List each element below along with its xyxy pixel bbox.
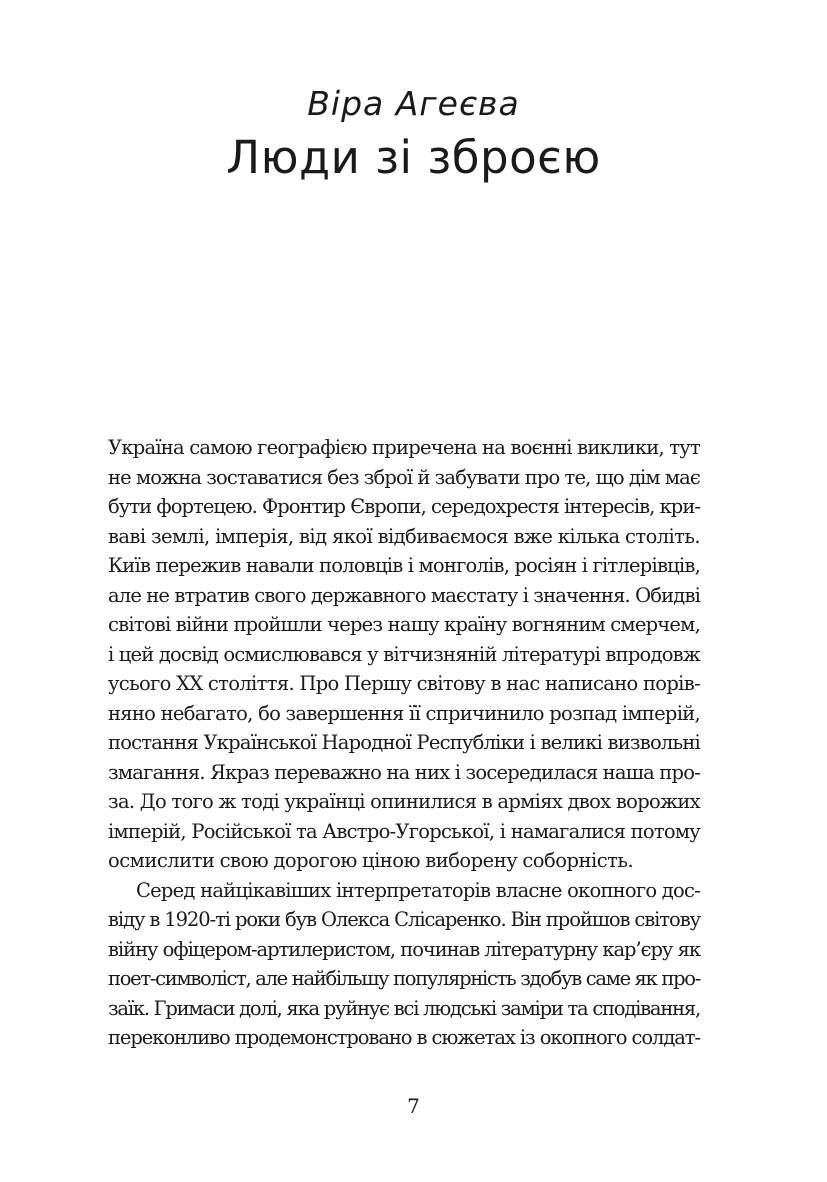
text-line: імперій, Російської та Австро-Угорської, і намагалися потому [108, 819, 700, 843]
text-line: але не втратив свого державного маєстату і значення. Обидві [108, 583, 700, 607]
text-line: усього ХХ століття. Про Першу світову в нас написано порів- [108, 672, 700, 695]
text-line: бути фортецею. Фронтир Європи, середохрестя інтересів, кри- [108, 495, 700, 518]
text-line: не можна зоставатися без зброї й забувати про те, що дім має [108, 465, 700, 489]
page-number: 7 [407, 1094, 420, 1118]
text-line: і цей досвід осмислювався у вітчизняній літературі впродовж [108, 642, 700, 666]
text-line: постання Української Народної Республіки і великі визвольні [108, 731, 700, 754]
text-line: Київ пережив навали половців і монголів, росіян і гітлерівців, [108, 554, 700, 577]
text-line: осмислити свою дорогою ціною виборену соборність. [108, 849, 634, 872]
text-line: няно небагато, бо завершення її спричинило розпад імперій, [108, 701, 700, 725]
text-line: переконливо продемонстровано в сюжетах із окопного солдат- [108, 1026, 700, 1049]
text-line: Серед найцікавіших інтерпретаторів власне окопного дос- [136, 878, 700, 902]
text-line: змагання. Якраз переважно на них і зосередилася наша про- [108, 760, 700, 784]
text-line: заїк. Гримаси долі, яка руйнує всі людські заміри та сподівання, [108, 996, 700, 1020]
text-line: війну офіцером-артилеристом, починав літературну кар’єру як [108, 937, 700, 961]
text-line: поет-символіст, але найбільшу популярність здобув саме як про- [108, 967, 700, 990]
chapter-title: Люди зі зброєю [226, 131, 601, 184]
text-line: світові війни пройшли через нашу країну вогняним смерчем, [108, 613, 700, 636]
text-line: Україна самою географією приречена на воєнні виклики, тут [108, 436, 700, 459]
body-text [108, 433, 700, 1053]
text-line: віду в 1920-ті роки був Олекса Слісаренко. Він пройшов світову [108, 908, 700, 931]
text-line: ваві землі, імперія, від якої відбиваємося вже кілька століть. [108, 524, 700, 548]
text-line: за. До того ж тоді українці опинилися в арміях двох ворожих [108, 790, 700, 813]
author-name: Віра Агеєва [307, 84, 520, 123]
